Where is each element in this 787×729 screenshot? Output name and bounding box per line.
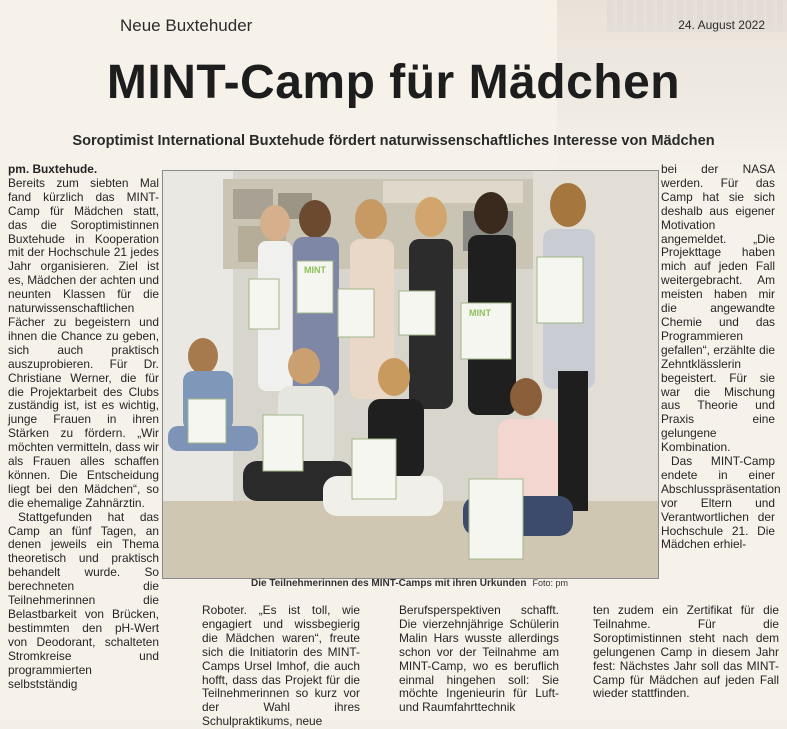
text-column-3 bbox=[399, 604, 559, 715]
newspaper-name: Neue Buxtehuder bbox=[120, 16, 253, 35]
page-header bbox=[120, 16, 765, 42]
paragraph-malin: Berufsperspektiven schafft. Die vierzehnjährige Schülerin Malin Hars wusste allerdings schon vor der Teilnahme am MINT-Camp, wo es beruflich einmal hingehen soll: Sie möchte Ingenieurin für Luft- und Raumfahrttechnik bbox=[399, 603, 559, 715]
text-column-5 bbox=[661, 162, 781, 552]
paragraph-nasa: bei der NASA werden. Für das Camp hat sie sich deshalb aus eigener Motivation angemeldet. „Die Projekttage haben mich auf jeden Fall weitergebracht. Am meisten haben mir die angewandte Chemie und das Programmieren gefallen“, erzählte die Zehntklässlerin begeistert. Für sie war die Mischung aus Theorie und Praxis eine gelungene Kombination. bbox=[661, 162, 775, 455]
caption-text: Die Teilnehmerinnen des MINT-Camps mit ihren Urkunden bbox=[251, 578, 527, 589]
photo-credit: Foto: pm bbox=[532, 578, 568, 588]
paragraph-second: Stattgefunden hat das Camp an fünf Tagen, an denen jeweils ein Thema theoretisch und praktisch behandelt wurde. So berechneten die Teilnehmerinnen die Belastbarkeit von Brücken, bestimmten den pH-Wert von Deodorant, schalteten Stromkreise und programmierten selbstständig bbox=[8, 509, 159, 691]
paragraph-robots: Roboter. „Es ist toll, wie engagiert und wissbegierig die Mädchen waren“, freute sich die Initiatorin des MINT-Camps Ursel Imhof, die auch hofft, dass das Projekt für die Teilnehmerinnen so kurz vor der Wahl ihres Schulpraktikums, neue bbox=[202, 603, 360, 729]
paragraph-closing: ten zudem ein Zertifikat für die Teilnahme. Für die Soroptimistinnen steht nach dem gelungenen Camp in diesem Jahr fest: Nächstes Jahr soll das MINT-Camp für Mädchen auf jeden Fall wieder stattfinden. bbox=[593, 603, 779, 701]
text-column-4 bbox=[593, 604, 779, 701]
text-column-2 bbox=[202, 604, 360, 729]
certificate-label: MINT bbox=[304, 265, 326, 275]
svg-text:MINT: MINT bbox=[469, 308, 491, 318]
issue-date: 24. August 2022 bbox=[678, 18, 765, 32]
group-photo bbox=[162, 170, 659, 579]
headline: MINT-Camp für Mädchen bbox=[106, 56, 681, 109]
dateline: pm. Buxtehude. bbox=[8, 162, 98, 176]
photo-illustration bbox=[163, 171, 658, 578]
paragraph-presentation: Das MINT-Camp endete in einer Abschlusspräsentation vor Eltern und Verantwortlichen der Hochschule 21. Die Mädchen erhiel- bbox=[661, 454, 781, 552]
text-column-1 bbox=[8, 163, 159, 691]
photo-caption bbox=[162, 578, 657, 589]
subheadline: Soroptimist International Buxtehude fördert naturwissenschaftliches Interesse von Mädchen bbox=[72, 133, 715, 149]
paragraph-intro: Bereits zum siebten Mal fand kürzlich das MINT-Camp für Mädchen statt, das die Soroptimistinnen Buxtehude in Kooperation mit der Hochschule 21 jedes Jahr organisieren. Ziel ist es, Mädchen der achten und neunten Klassen für die naturwissenschaftlichen Fächer zu begeistern und ihnen die Chance zu geben, sich auch praktisch auszuprobieren. Für Dr. Christiane Werner, die für die Projektarbeit des Clubs zuständig ist, ist es wichtig, junge Frauen in ihren Stärken zu fördern. „Wir möchten vermitteln, dass wir als Frauen alles schaffen können. Die Entscheidung liegt bei den Mädchen“, so die ehemalige Zahnärztin. bbox=[8, 175, 159, 510]
